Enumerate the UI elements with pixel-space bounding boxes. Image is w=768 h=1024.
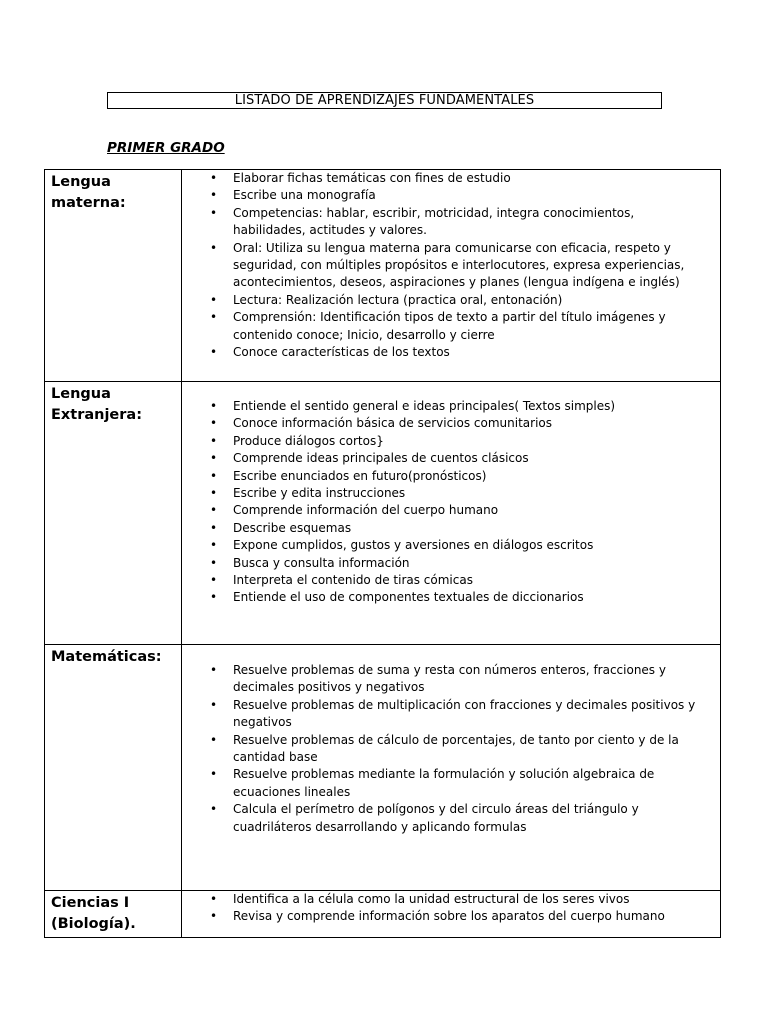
learning-list bbox=[182, 645, 720, 836]
list-item bbox=[210, 485, 710, 502]
list-item bbox=[210, 187, 710, 204]
list-item bbox=[210, 572, 710, 589]
bullet-icon: • bbox=[210, 171, 218, 185]
bullet-icon: • bbox=[210, 538, 218, 553]
bullet-icon: • bbox=[210, 767, 218, 782]
subject-items-cell bbox=[182, 382, 721, 645]
bullet-icon: • bbox=[210, 732, 218, 747]
bullet-icon: • bbox=[210, 802, 218, 817]
bullet-icon: • bbox=[210, 240, 218, 255]
grade-heading: PRIMER GRADO bbox=[107, 140, 225, 156]
list-item-text: Oral: Utiliza su lengua materna para comunicarse con eficacia, respeto y seguridad, con múltiples propósitos e interlocutores, expresa experiencias, acontecimientos, deseos, aspiraciones y planes (lengua indígena e inglés) bbox=[233, 240, 685, 290]
subjects-table bbox=[44, 169, 721, 938]
list-item bbox=[210, 537, 710, 554]
list-item bbox=[210, 589, 710, 606]
bullet-icon: • bbox=[210, 590, 218, 605]
list-item-text: Comprensión: Identificación tipos de texto a partir del título imágenes y contenido conoce; Inicio, desarrollo y cierre bbox=[233, 310, 666, 342]
list-item-text: Conoce características de los textos bbox=[233, 345, 450, 360]
list-item bbox=[210, 205, 710, 240]
bullet-icon: • bbox=[210, 909, 218, 924]
subject-items-cell bbox=[182, 645, 721, 891]
list-item bbox=[210, 240, 710, 292]
list-item bbox=[210, 732, 710, 767]
list-item-text: Resuelve problemas de cálculo de porcentajes, de tanto por ciento y de la cantidad base bbox=[233, 732, 679, 765]
subject-items-cell bbox=[182, 170, 721, 382]
subject-name: Lengua Extranjera: bbox=[45, 382, 182, 645]
bullet-icon: • bbox=[210, 503, 218, 518]
bullet-icon: • bbox=[210, 345, 218, 360]
list-item-text: Resuelve problemas de multiplicación con fracciones y decimales positivos y negativos bbox=[233, 697, 696, 730]
bullet-icon: • bbox=[210, 292, 218, 307]
list-item bbox=[210, 344, 710, 361]
list-item bbox=[210, 450, 710, 467]
list-item bbox=[210, 468, 710, 485]
list-item-text: Calcula el perímetro de polígonos y del circulo áreas del triángulo y cuadriláteros desarrollando y aplicando formulas bbox=[233, 802, 639, 834]
list-item-text: Produce diálogos cortos} bbox=[233, 433, 384, 448]
bullet-icon: • bbox=[210, 573, 218, 588]
list-item bbox=[210, 309, 710, 344]
bullet-icon: • bbox=[210, 486, 218, 501]
list-item-text: Entiende el uso de componentes textuales de diccionarios bbox=[233, 590, 584, 605]
list-item-text: Competencias: hablar, escribir, motricidad, integra conocimientos, habilidades, actitudes y valores. bbox=[233, 205, 635, 238]
subject-name: Ciencias I (Biología). bbox=[45, 891, 182, 938]
list-item-text: Escribe y edita instrucciones bbox=[233, 486, 406, 501]
list-item bbox=[210, 170, 710, 187]
list-item bbox=[210, 555, 710, 572]
list-item-text: Conoce información básica de servicios comunitarios bbox=[233, 416, 553, 431]
list-item bbox=[210, 891, 710, 908]
list-item-text: Describe esquemas bbox=[233, 520, 352, 535]
bullet-icon: • bbox=[210, 892, 218, 906]
subject-items-cell bbox=[182, 891, 721, 938]
list-item bbox=[210, 766, 710, 801]
list-item bbox=[210, 292, 710, 309]
bullet-icon: • bbox=[210, 555, 218, 570]
list-item-text: Identifica a la célula como la unidad estructural de los seres vivos bbox=[233, 892, 630, 906]
bullet-icon: • bbox=[210, 433, 218, 448]
bullet-icon: • bbox=[210, 205, 218, 220]
list-item-text: Interpreta el contenido de tiras cómicas bbox=[233, 573, 473, 588]
bullet-icon: • bbox=[210, 188, 218, 203]
list-item-text: Entiende el sentido general e ideas principales( Textos simples) bbox=[233, 399, 616, 413]
list-item bbox=[210, 801, 710, 836]
bullet-icon: • bbox=[210, 310, 218, 325]
list-item bbox=[210, 697, 710, 732]
list-item bbox=[210, 415, 710, 432]
list-item-text: Elaborar fichas temáticas con fines de estudio bbox=[233, 171, 511, 185]
subject-row-lengua-extranjera bbox=[45, 382, 721, 645]
subject-name: Matemáticas: bbox=[45, 645, 182, 891]
list-item-text: Resuelve problemas de suma y resta con números enteros, fracciones y decimales positivos y negativos bbox=[233, 663, 666, 695]
subject-row-ciencias bbox=[45, 891, 721, 938]
subject-row-lengua-materna bbox=[45, 170, 721, 382]
list-item-text: Revisa y comprende información sobre los aparatos del cuerpo humano bbox=[233, 909, 665, 924]
subject-name: Lengua materna: bbox=[45, 170, 182, 382]
bullet-icon: • bbox=[210, 416, 218, 431]
list-item bbox=[210, 908, 710, 925]
list-item-text: Busca y consulta información bbox=[233, 555, 410, 570]
list-item bbox=[210, 433, 710, 450]
bullet-icon: • bbox=[210, 451, 218, 466]
bullet-icon: • bbox=[210, 399, 218, 413]
list-item bbox=[210, 662, 710, 697]
list-item-text: Comprende ideas principales de cuentos clásicos bbox=[233, 451, 529, 466]
list-item bbox=[210, 520, 710, 537]
bullet-icon: • bbox=[210, 663, 218, 677]
list-item-text: Escribe enunciados en futuro(pronósticos) bbox=[233, 468, 487, 483]
list-item-text: Resuelve problemas mediante la formulación y solución algebraica de ecuaciones lineales bbox=[233, 767, 655, 799]
bullet-icon: • bbox=[210, 697, 218, 712]
learning-list bbox=[182, 891, 720, 926]
list-item bbox=[210, 398, 710, 415]
list-item-text: Expone cumplidos, gustos y aversiones en diálogos escritos bbox=[233, 538, 594, 553]
bullet-icon: • bbox=[210, 468, 218, 483]
list-item-text: Comprende información del cuerpo humano bbox=[233, 503, 499, 518]
bullet-icon: • bbox=[210, 520, 218, 535]
list-item-text: Escribe una monografía bbox=[233, 188, 376, 203]
learning-list bbox=[182, 382, 720, 607]
subject-row-matematicas bbox=[45, 645, 721, 891]
list-item bbox=[210, 502, 710, 519]
list-item-text: Lectura: Realización lectura (practica oral, entonación) bbox=[233, 292, 563, 307]
document-title: LISTADO DE APRENDIZAJES FUNDAMENTALES bbox=[107, 92, 662, 109]
learning-list bbox=[182, 170, 720, 361]
